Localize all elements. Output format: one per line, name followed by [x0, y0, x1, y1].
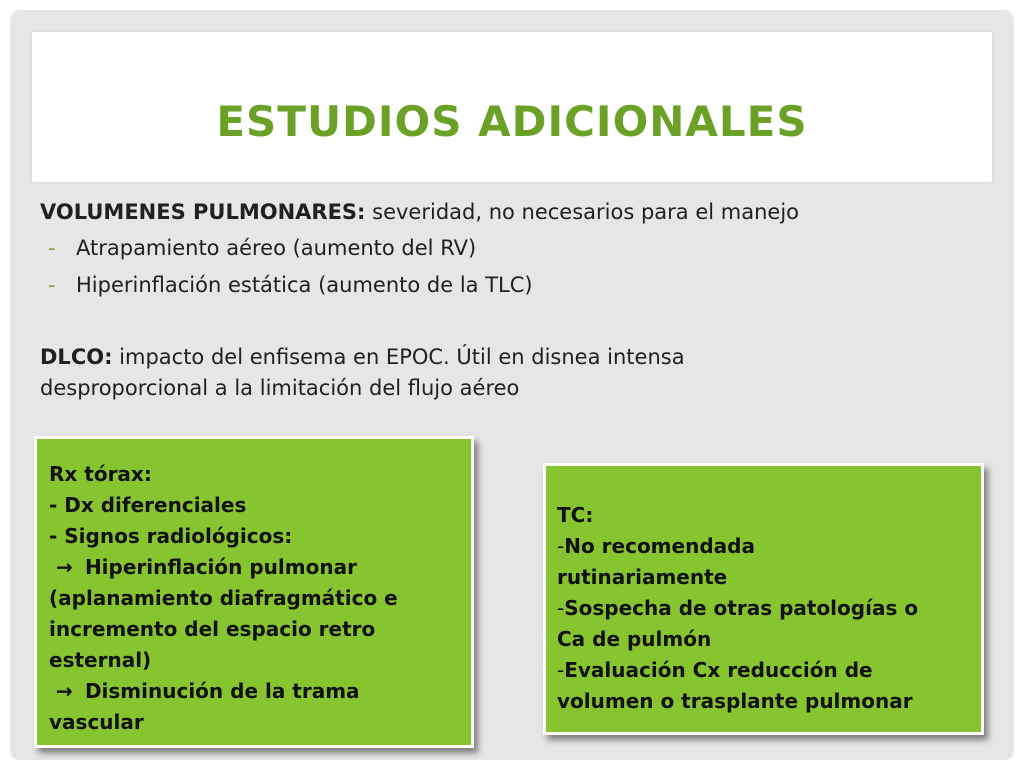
volumenes-section	[40, 200, 990, 300]
tc-line	[557, 655, 981, 686]
tc-line	[557, 531, 981, 562]
tc-dash: -	[557, 596, 565, 620]
volumenes-line	[40, 200, 799, 224]
bullet-dash: -	[48, 273, 56, 297]
rx-line: incremento del espacio retro	[49, 617, 376, 641]
rx-line-text: Disminución de la trama	[84, 679, 360, 703]
bullet-text: Hiperinflación estática (aumento de la TLC)	[76, 273, 533, 297]
tc-line: volumen o trasplante pulmonar	[557, 689, 913, 713]
tc-line-text: Evaluación Cx reducción de	[564, 658, 873, 682]
tc-line: rutinariamente	[557, 565, 728, 589]
bullet-item	[40, 273, 533, 297]
rx-line-text: Hiperinflación pulmonar	[84, 555, 357, 579]
tc-line: Ca de pulmón	[557, 627, 712, 651]
tc-box	[543, 463, 984, 735]
dlco-line-1	[40, 345, 685, 369]
rx-line	[49, 676, 471, 707]
tc-line: TC:	[557, 503, 594, 527]
tc-dash: -	[557, 658, 565, 682]
arrow-icon: →	[55, 555, 73, 579]
tc-line-text: No recomendada	[564, 534, 755, 558]
rx-line	[49, 552, 471, 583]
rx-line: - Signos radiológicos:	[49, 524, 293, 548]
slide	[10, 10, 1014, 760]
bullet-dash: -	[48, 236, 56, 260]
tc-dash: -	[557, 534, 565, 558]
slide-title: ESTUDIOS ADICIONALES	[216, 97, 808, 146]
rx-box	[34, 436, 474, 748]
rx-line: (aplanamiento diafragmático e	[49, 586, 398, 610]
rx-line: vascular	[49, 710, 144, 734]
bullet-item	[40, 236, 476, 260]
tc-line	[557, 593, 981, 624]
rx-line: Rx tórax:	[49, 462, 152, 486]
rx-line: esternal)	[49, 648, 152, 672]
dlco-text: impacto del enfisema en EPOC. Útil en disnea intensa	[112, 345, 685, 369]
tc-line-text: Sospecha de otras patologías o	[564, 596, 919, 620]
title-box	[32, 32, 992, 182]
volumenes-label: VOLUMENES PULMONARES:	[40, 200, 366, 224]
rx-line: - Dx diferenciales	[49, 493, 247, 517]
arrow-icon: →	[55, 679, 73, 703]
dlco-section	[40, 345, 990, 415]
volumenes-text: severidad, no necesarios para el manejo	[365, 200, 800, 224]
dlco-line-2: desproporcional a la limitación del flujo aéreo	[40, 376, 520, 400]
bullet-text: Atrapamiento aéreo (aumento del RV)	[76, 236, 477, 260]
dlco-label: DLCO:	[40, 345, 113, 369]
